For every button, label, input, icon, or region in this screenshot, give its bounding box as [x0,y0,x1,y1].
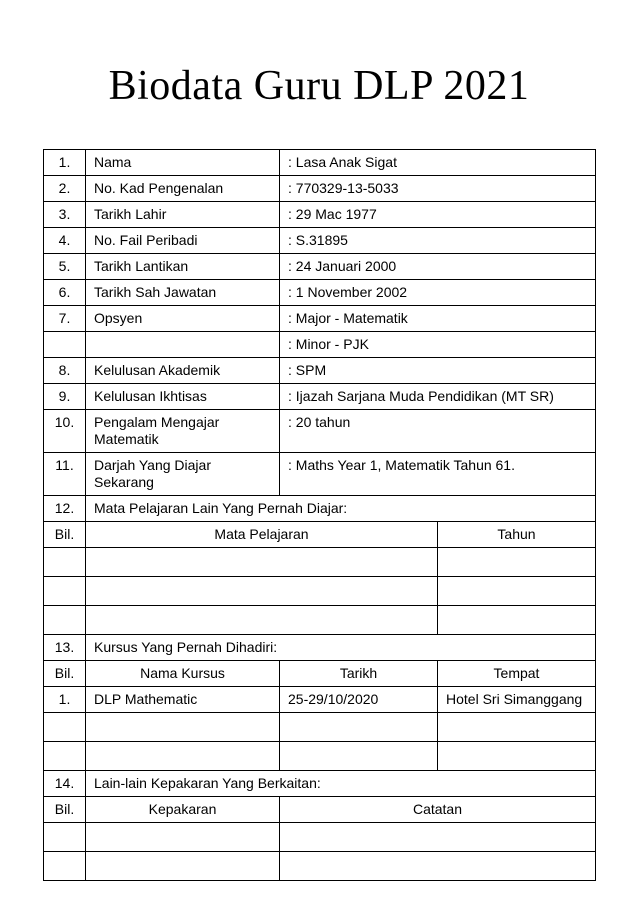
field-row-appointment-date [44,254,596,280]
section-12-heading-row [44,496,596,522]
field-value: : 20 tahun [280,410,596,453]
section-number: 14. [44,771,86,797]
empty-cell [44,548,86,577]
field-label: Pengalam Mengajar Matematik [86,410,280,453]
section-13-heading-row [44,635,596,661]
field-label: Tarikh Lantikan [86,254,280,280]
empty-cell [438,577,596,606]
column-header-year: Tahun [438,522,596,548]
field-row-option-major [44,306,596,332]
field-number: 1. [44,150,86,176]
table-row [44,606,596,635]
column-header-subject: Mata Pelajaran [86,522,438,548]
section-heading: Kursus Yang Pernah Dihadiri: [86,635,596,661]
section-heading: Mata Pelajaran Lain Yang Pernah Diajar: [86,496,596,522]
course-date-cell: 25-29/10/2020 [280,687,438,713]
page-title: Biodata Guru DLP 2021 [108,63,530,109]
field-number: 9. [44,384,86,410]
section-heading: Lain-lain Kepakaran Yang Berkaitan: [86,771,596,797]
field-label: No. Fail Peribadi [86,228,280,254]
field-number: 6. [44,280,86,306]
section-13-header-row [44,661,596,687]
field-number: 8. [44,358,86,384]
field-label: Opsyen [86,306,280,332]
section-14-header-row [44,797,596,823]
table-row [44,713,596,742]
field-row-experience [44,410,596,453]
table-row [44,548,596,577]
column-header-date: Tarikh [280,661,438,687]
table-row [44,823,596,852]
empty-cell [438,548,596,577]
field-number: 11. [44,453,86,496]
biodata-table [43,149,596,881]
row-number [44,742,86,771]
column-header-bil: Bil. [44,522,86,548]
section-number: 12. [44,496,86,522]
course-name-cell: DLP Mathematic [86,687,280,713]
field-label: Tarikh Lahir [86,202,280,228]
row-number: 1. [44,687,86,713]
field-label: No. Kad Pengenalan [86,176,280,202]
field-value: : Lasa Anak Sigat [280,150,596,176]
empty-cell [86,823,280,852]
section-14-heading-row [44,771,596,797]
table-row [44,687,596,713]
empty-cell [44,606,86,635]
course-name-cell [86,713,280,742]
field-value: : SPM [280,358,596,384]
course-date-cell [280,742,438,771]
field-label: Kelulusan Ikhtisas [86,384,280,410]
field-row-nama [44,150,596,176]
field-row-academic [44,358,596,384]
field-number [44,332,86,358]
column-header-place: Tempat [438,661,596,687]
empty-cell [280,823,596,852]
column-header-notes: Catatan [280,797,596,823]
field-label: Tarikh Sah Jawatan [86,280,280,306]
field-row-professional [44,384,596,410]
section-12-header-row [44,522,596,548]
field-value: : 24 Januari 2000 [280,254,596,280]
field-value: : 770329-13-5033 [280,176,596,202]
empty-cell [44,577,86,606]
empty-cell [86,606,438,635]
field-row-current-class [44,453,596,496]
field-value: : S.31895 [280,228,596,254]
field-value: : Maths Year 1, Matematik Tahun 61. [280,453,596,496]
column-header-expertise: Kepakaran [86,797,280,823]
field-value: : Ijazah Sarjana Muda Pendidikan (MT SR) [280,384,596,410]
column-header-course-name: Nama Kursus [86,661,280,687]
field-number: 2. [44,176,86,202]
empty-cell [86,577,438,606]
field-value: : 29 Mac 1977 [280,202,596,228]
field-label [86,332,280,358]
empty-cell [86,548,438,577]
course-place-cell [438,742,596,771]
column-header-bil: Bil. [44,797,86,823]
empty-cell [438,606,596,635]
field-label: Nama [86,150,280,176]
field-label: Kelulusan Akademik [86,358,280,384]
column-header-bil: Bil. [44,661,86,687]
empty-cell [86,852,280,881]
field-row-dob [44,202,596,228]
field-row-option-minor [44,332,596,358]
field-row-file-no [44,228,596,254]
section-number: 13. [44,635,86,661]
field-value: : 1 November 2002 [280,280,596,306]
empty-cell [44,823,86,852]
field-row-confirmation-date [44,280,596,306]
field-value: : Major - Matematik [280,306,596,332]
course-name-cell [86,742,280,771]
course-place-cell [438,713,596,742]
table-row [44,852,596,881]
table-row [44,742,596,771]
course-date-cell [280,713,438,742]
empty-cell [44,852,86,881]
field-number: 10. [44,410,86,453]
field-label: Darjah Yang Diajar Sekarang [86,453,280,496]
course-place-cell: Hotel Sri Simanggang [438,687,596,713]
field-value: : Minor - PJK [280,332,596,358]
field-number: 5. [44,254,86,280]
row-number [44,713,86,742]
field-number: 4. [44,228,86,254]
empty-cell [280,852,596,881]
field-number: 7. [44,306,86,332]
field-number: 3. [44,202,86,228]
field-row-ic [44,176,596,202]
table-row [44,577,596,606]
